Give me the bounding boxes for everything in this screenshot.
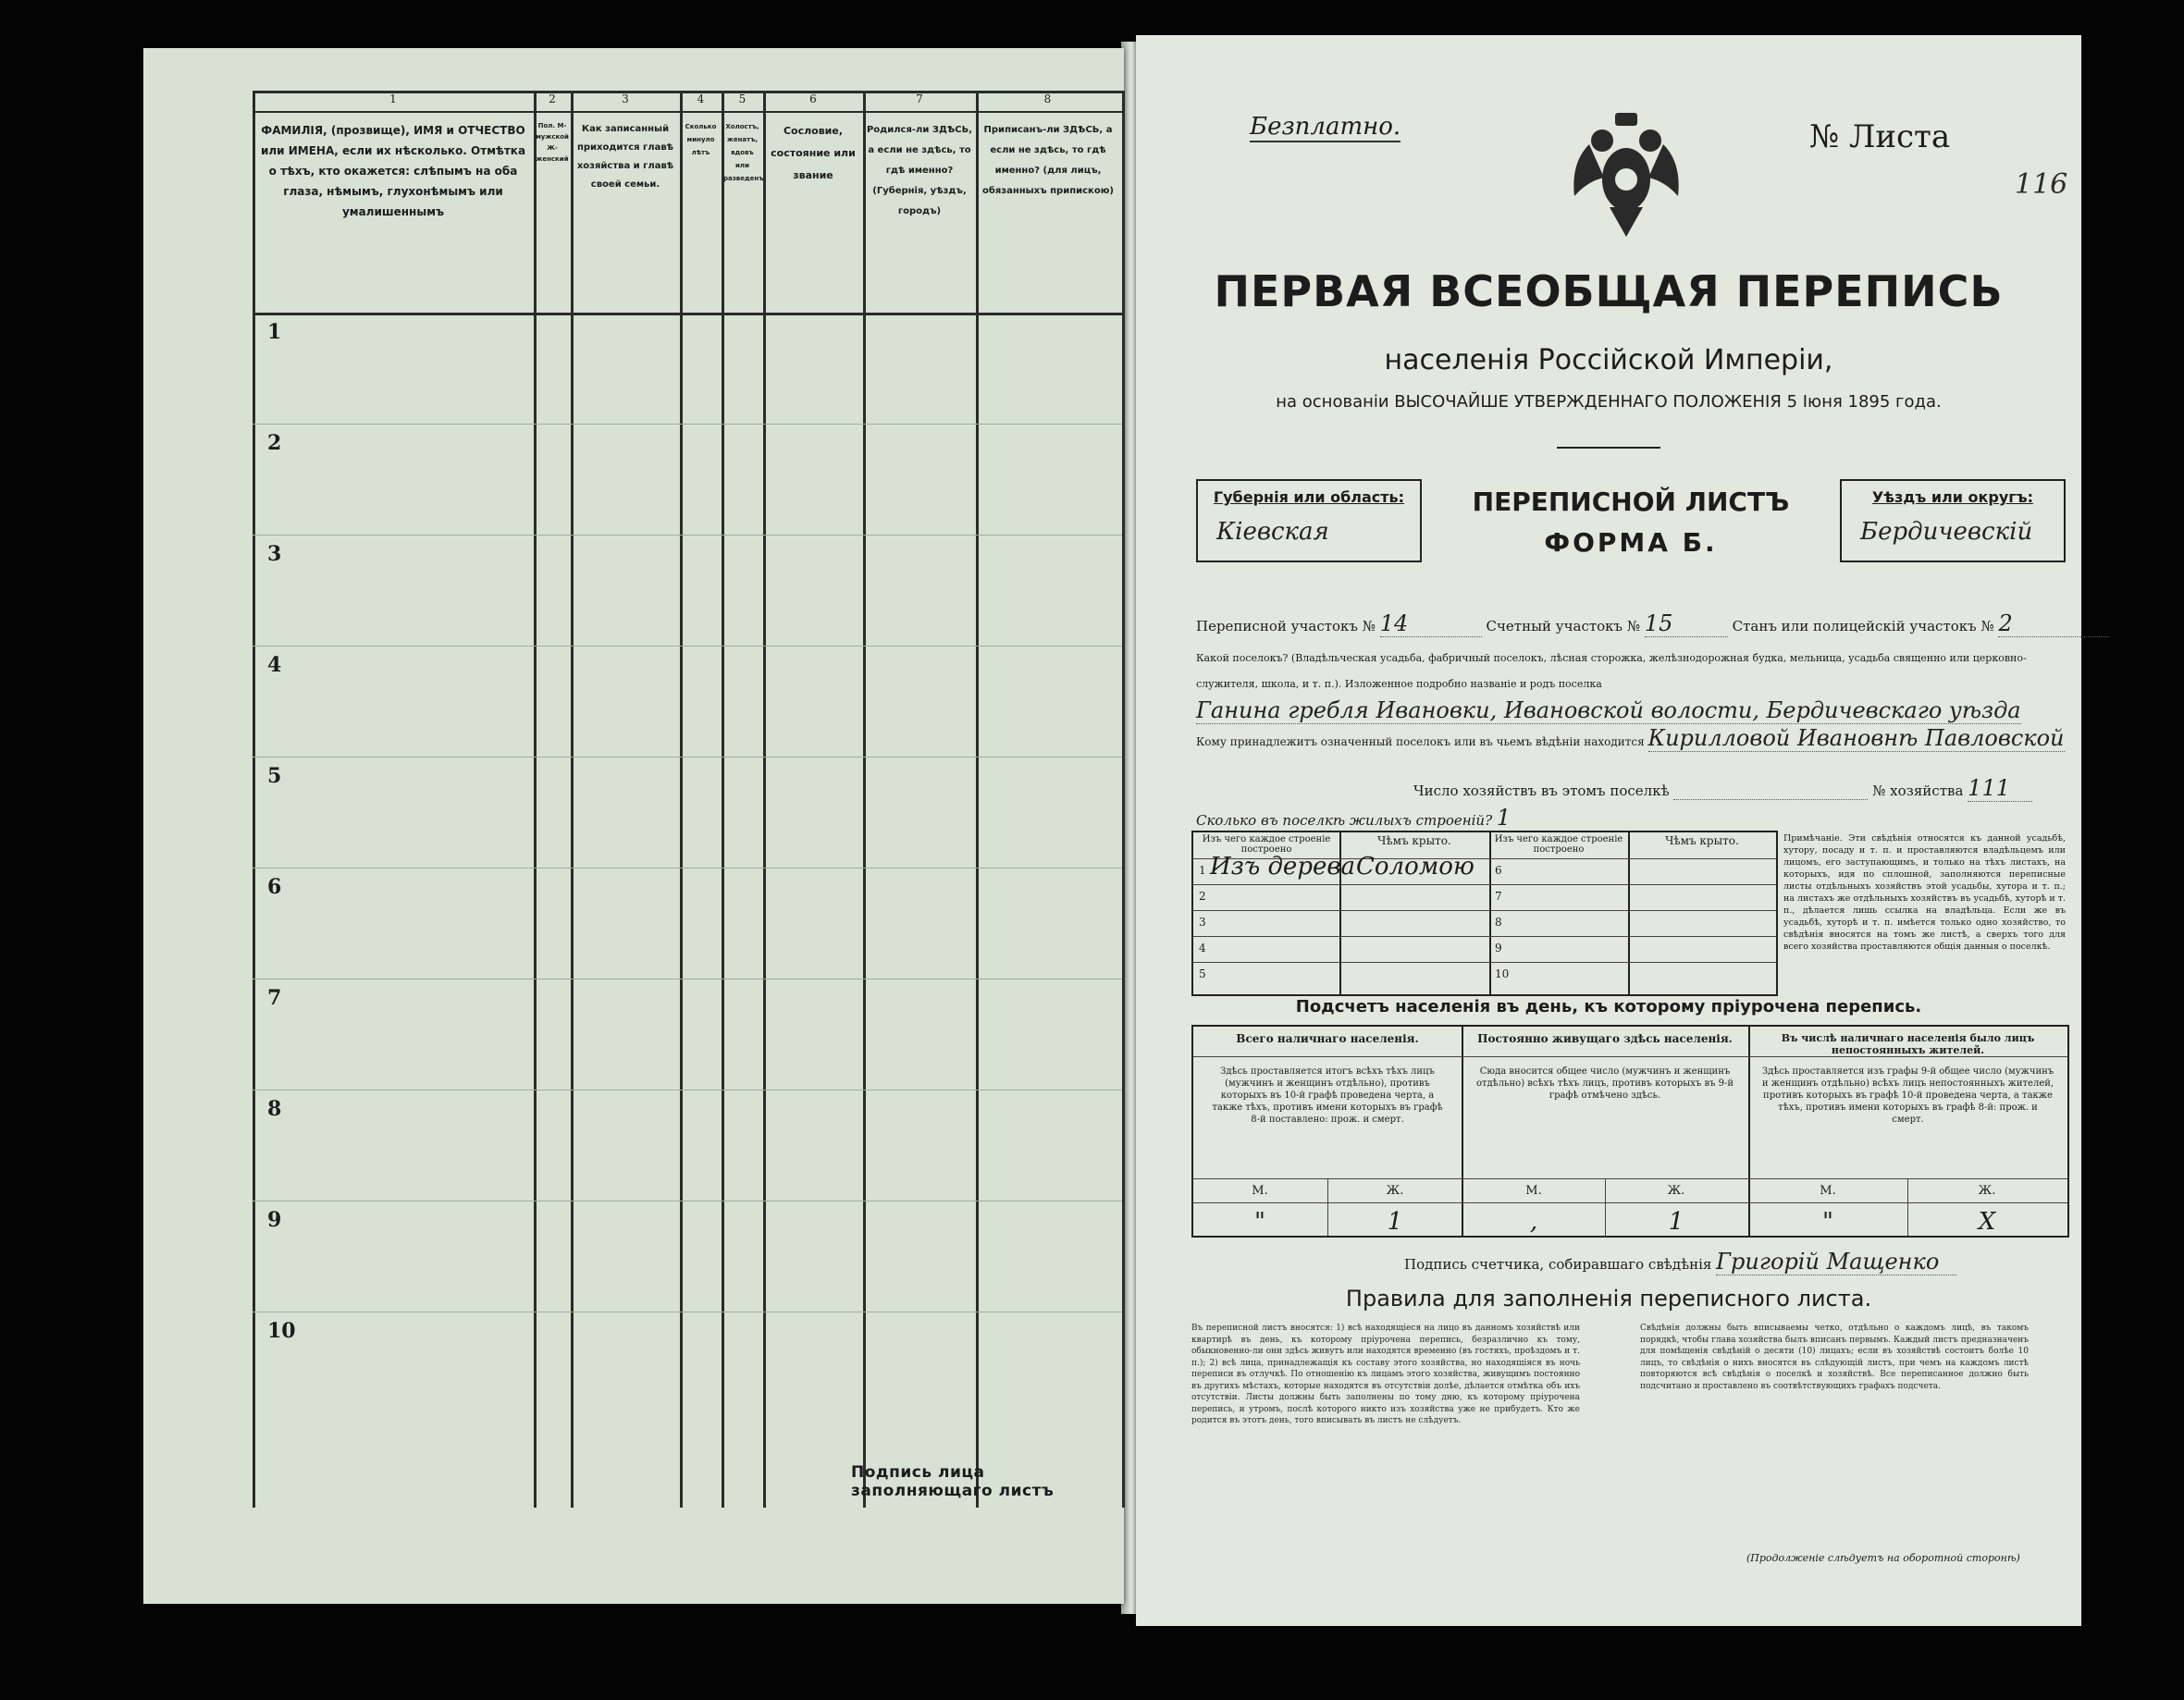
continued-note: (Продолженіе слѣдуетъ на оборотной сторонѣ) [1746, 1552, 2020, 1564]
building-row-num: 7 [1495, 890, 1502, 903]
settlement-line [1196, 646, 2070, 728]
building-row-num: 10 [1495, 967, 1510, 980]
count-value: 1 [1668, 1208, 1684, 1236]
row-number: 3 [267, 542, 282, 566]
population-count-title: Подсчетъ населенія въ день, къ которому пріурочена перепись. [1295, 997, 1922, 1016]
right-page [1136, 35, 2081, 1626]
count-m-label: М. [1252, 1184, 1268, 1198]
column-number: 8 [1043, 92, 1052, 105]
building-row-num: 3 [1199, 916, 1206, 929]
column-number: 2 [549, 92, 556, 105]
column-number: 1 [389, 92, 397, 105]
rules-title: Правила для заполненія переписного листа. [1345, 1286, 1872, 1312]
buildings-col-material-2: Изъ чего каждое строеніе построено [1494, 834, 1623, 855]
owner-label: Кому принадлежитъ означенный поселокъ или въ чьемъ вѣдѣніи находится [1196, 735, 1645, 748]
buildings-col-material: Изъ чего каждое строеніе построено [1202, 834, 1331, 855]
count-value: " [1822, 1208, 1833, 1236]
buildings-line [1196, 805, 1626, 832]
form-title: ПЕРЕПИСНОЙ ЛИСТЪ [1472, 487, 1790, 517]
count-desc-permanent: Сюда вносится общее число (мужчинъ и женщинъ отдѣльно) всѣхъ тѣхъ лицъ, противъ которыхъ въ 9-й графѣ отмѣчено здѣсь. [1475, 1066, 1734, 1101]
count-m-label: М. [1525, 1184, 1542, 1198]
row-number: 7 [267, 986, 282, 1010]
uezd-label: Уѣздъ или округъ: [1871, 488, 2034, 506]
settlement-label: Какой поселокъ? (Владѣльческая усадьба, фабричный поселокъ, лѣсная сторожка, желѣзнодорожная будка, мельница, усадьба священно или церковно-служителя, школа, и т. п.). Изложенное подробно названіе и родъ поселка [1196, 652, 2027, 690]
sheet-number-label: № Листа [1809, 118, 1951, 155]
households-line [1413, 775, 2032, 802]
stan-label: Станъ или полицейскій участокъ № [1732, 618, 1994, 634]
census-entries-table [253, 91, 1122, 1508]
owner-value: Кирилловой Ивановнѣ Павловской [1647, 725, 2065, 751]
schetny-label: Счетный участокъ № [1486, 618, 1641, 634]
building-row-num: 2 [1199, 890, 1206, 903]
count-desc-present: Здѣсь проставляется итогъ всѣхъ тѣхъ лицъ (мужчинъ и женщинъ отдѣльно), противъ которыхъ въ 10-й графѣ проведена черта, а также тѣхъ, противъ имени которыхъ въ графѣ 8-й поставлено: прож. и смерт. [1212, 1066, 1443, 1125]
building-row-num: 5 [1199, 967, 1206, 980]
divider [1557, 447, 1660, 449]
count-value: 1 [1387, 1208, 1403, 1236]
row-number: 1 [267, 320, 282, 344]
row-number: 9 [267, 1208, 282, 1232]
building-row-num: 4 [1199, 942, 1206, 955]
form-subtitle: ФОРМА Б. [1544, 527, 1718, 558]
rules-text-left: Въ переписной листъ вносятся: 1) всѣ находящіеся на лицо въ данномъ хозяйствѣ или квартирѣ въ день, къ которому пріурочена перепись, безразлично къ тому, обыкновенно-ли они здѣсь живутъ или находятся временно (въ гостяхъ, проѣздомъ и т. п.); 2) всѣ лица, принадлежащія къ составу этого хозяйства, но находящіяся въ ночь переписи въ отлучкѣ. По отношенію къ лицамъ этого хозяйства, живущимъ постоянно въ другихъ мѣстахъ, которые находятся въ отсутствіи долѣе, дѣлается отмѣтка объ ихъ отсутствіи. Листы должны быть заполнены по тому дню, къ которому пріурочена перепись, и утромъ, послѣ которого никто изъ хозяйства уже не прибудетъ. Кто же родится въ этотъ день, того вписывать въ листъ не слѣдуетъ. [1191, 1324, 1580, 1425]
household-no-label: № хозяйства [1872, 782, 1964, 799]
free-label: Безплатно. [1250, 113, 1401, 141]
row-number: 5 [267, 764, 282, 788]
household-no-value: 111 [1968, 775, 2032, 802]
gubernia-value: Кіевская [1216, 518, 1329, 546]
gubernia-label: Губернія или область: [1213, 488, 1405, 506]
enumerator-signature-line [1404, 1249, 1956, 1275]
form-header [1196, 479, 2066, 599]
population-count-table [1191, 1025, 2069, 1238]
enumerator-signature-value: Григорій Мащенко [1716, 1249, 1956, 1275]
header-age: Сколько минуло лѣтъ [685, 123, 717, 156]
districts-line [1196, 610, 2109, 637]
sheet-number-handwritten: 116 [2015, 168, 2068, 201]
census-subtitle: населенія Россійской Имперіи, [1384, 344, 1833, 376]
header-registration: Приписанъ-ли ЗДѢСЬ, а если не здѣсь, то гдѣ именно? (для лицъ, обязанныхъ припискою) [981, 125, 1114, 196]
count-value: , [1529, 1208, 1538, 1236]
column-number: 5 [738, 92, 747, 105]
settlement-value: Ганина гребля Ивановки, Ивановской волости, Бердичевскаго уѣзда [1196, 697, 2021, 723]
column-number: 4 [697, 92, 705, 105]
left-page [143, 48, 1124, 1604]
count-header-permanent: Постоянно живущаго здѣсь населенія. [1477, 1032, 1733, 1045]
count-header-nonpermanent: Въ числѣ наличнаго населенія было лицъ непостоянныхъ жителей. [1781, 1032, 2035, 1056]
enumerator-signature-label: Подпись счетчика, собиравшаго свѣдѣнія [1404, 1256, 1712, 1273]
buildings-col-roof-2: Чѣмъ крыто. [1665, 834, 1739, 847]
double-headed-eagle-icon [1561, 107, 1691, 246]
header-sex: Пол. М-мужской Ж-женский [536, 122, 569, 163]
header-birthplace: Родился-ли ЗДѢСЬ, а если не здѣсь, то гдѣ именно? (Губернія, уѣздъ, городъ) [866, 125, 973, 216]
census-title: ПЕРВАЯ ВСЕОБЩАЯ ПЕРЕПИСЬ [1214, 266, 2004, 316]
header-marital: Холостъ, женатъ, вдовъ или разведенъ [723, 123, 764, 182]
building-row-num: 6 [1495, 864, 1502, 877]
building-row-num: 1 [1199, 864, 1206, 877]
owner-line [1196, 725, 2070, 755]
building-row-num: 9 [1495, 942, 1502, 955]
households-label: Число хозяйствъ въ этомъ поселкѣ [1413, 782, 1670, 799]
header-relation: Как записанный приходится главѣ хозяйства и главѣ своей семьи. [576, 124, 674, 190]
column-number: 6 [809, 92, 817, 105]
buildings-label: Сколько въ поселкѣ жилыхъ строеній? [1196, 812, 1493, 829]
building-roof-value: Соломою [1356, 853, 1475, 881]
schetny-value: 15 [1645, 610, 1728, 637]
uezd-value: Бердичевскій [1860, 518, 2033, 546]
row-number: 8 [267, 1097, 282, 1121]
header-name: ФАМИЛІЯ, (прозвище), ИМЯ и ОТЧЕСТВО или ИМЕНА, если их нѣсколько. Отмѣтка о тѣхъ, кто окажется: слѣпымъ на оба глаза, нѣмымъ, глухонѣмымъ или умалишеннымъ [260, 124, 526, 218]
row-number: 2 [267, 431, 282, 455]
column-number: 3 [622, 92, 629, 105]
count-f-label: Ж. [1667, 1184, 1685, 1198]
buildings-col-roof: Чѣмъ крыто. [1377, 834, 1451, 847]
perepisnoy-label: Переписной участокъ № [1196, 618, 1376, 634]
gubernia-box [1196, 479, 1422, 562]
row-number: 10 [267, 1319, 296, 1343]
perepisnoy-value: 14 [1380, 610, 1482, 637]
count-m-label: М. [1820, 1184, 1836, 1198]
row-number: 4 [267, 653, 282, 677]
count-f-label: Ж. [1386, 1184, 1404, 1198]
count-desc-nonpermanent: Здѣсь проставляется изъ графы 9-й общее число (мужчинъ и женщинъ отдѣльно) всѣхъ лицъ непостоянныхъ жителей, противъ которыхъ въ графѣ 10-й проведена черта, а также тѣхъ, противъ имени которыхъ въ графѣ 8-й: прож. и смерт. [1761, 1066, 2054, 1125]
count-value: Х [1978, 1208, 1996, 1236]
signature-label: Подпись лица заполняющаго листъ [851, 1463, 1055, 1500]
header-estate: Сословие, состояние или звание [771, 125, 856, 181]
building-material-value: Изъ дерева [1210, 853, 1355, 881]
count-value: " [1254, 1208, 1265, 1236]
census-basis: на основаніи ВЫСОЧАЙШЕ УТВЕРЖДЕННАГО ПОЛОЖЕНІЯ 5 Іюня 1895 года. [1276, 392, 1942, 412]
buildings-note: Примѣчаніе. Эти свѣдѣнія относятся къ данной усадьбѣ, хутору, посаду и т. п. и проставляются владѣльцемъ или лицомъ, его заступающимъ, и только на тѣхъ листахъ, на которыхъ, идя по сплошной, заполняются переписные листы отдѣльныхъ хозяйствъ этой усадьбы, хутора и т. п.; на листахъ же отдѣльныхъ хозяйствъ въ усадьбѣ, хуторѣ и т. п., дѣлается лишь ссылка на владѣльца. Если же въ усадьбѣ, хуторѣ и т. п. имѣется только одно хозяйство, то свѣдѣнія вносятся на томъ же листѣ, а сверхъ того для всего хозяйства проставляются общія данныя о поселкѣ. [1783, 833, 2066, 952]
uezd-box [1840, 479, 2066, 562]
building-row-num: 8 [1495, 916, 1502, 929]
row-number: 6 [267, 875, 282, 899]
count-f-label: Ж. [1978, 1184, 1996, 1198]
stan-value: 2 [1998, 610, 2109, 637]
count-header-present: Всего наличнаго населенія. [1236, 1032, 1419, 1045]
column-number: 7 [916, 92, 923, 105]
buildings-value: 1 [1497, 805, 1626, 832]
buildings-table [1191, 831, 1778, 996]
rules-text-right: Свѣдѣнія должны быть вписываемы четко, отдѣльно о каждомъ лицѣ, въ такомъ порядкѣ, чтобы глава хозяйства былъ вписанъ первымъ. Каждый листъ предназначенъ для помѣщенія свѣдѣній о десяти (10) лицахъ; если въ хозяйствѣ состоитъ болѣе 10 лицъ, то свѣдѣнія о нихъ вносятся въ слѣдующій листъ, при чемъ на каждомъ листѣ повторяются всѣ свѣдѣнія о поселкѣ и хозяйствѣ. Все переписанное должно быть подсчитано и проставлено въ соотвѣтствующихъ графахъ подсчета. [1640, 1324, 2029, 1391]
